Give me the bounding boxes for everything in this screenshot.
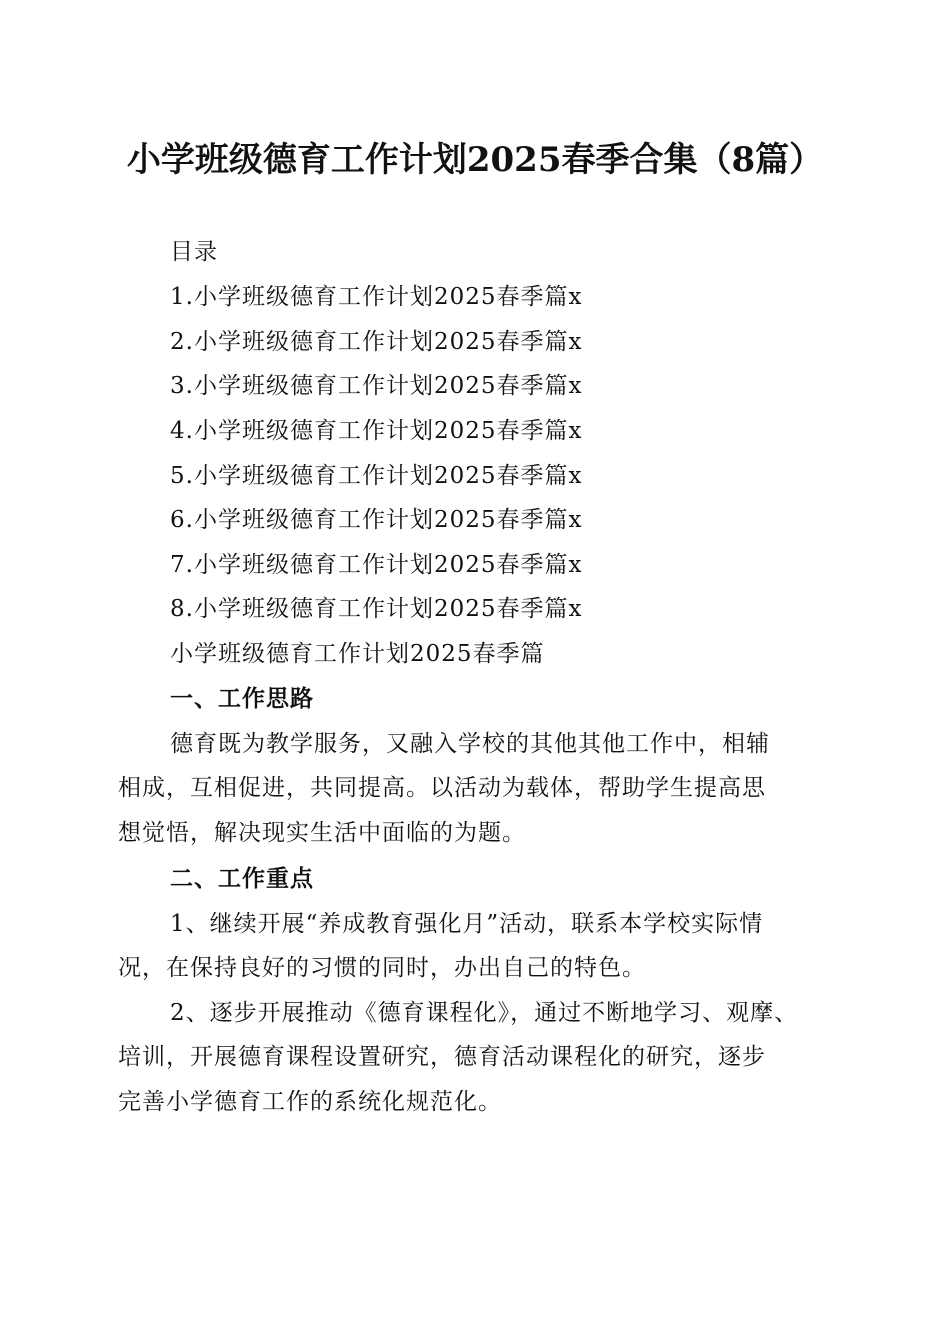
paragraph-line: 1、继续开展“养成教育强化月”活动，联系本学校实际情 — [170, 911, 764, 937]
paragraph-line: 相成，互相促进，共同提高。以活动为载体，帮助学生提高思 — [118, 775, 766, 801]
toc-item-2[interactable]: 2.小学班级德育工作计划2025春季篇x — [170, 329, 583, 355]
toc-item-8[interactable]: 8.小学班级德育工作计划2025春季篇x — [170, 596, 583, 622]
toc-item-3[interactable]: 3.小学班级德育工作计划2025春季篇x — [170, 373, 583, 399]
toc-item-1[interactable]: 1.小学班级德育工作计划2025春季篇x — [170, 284, 583, 310]
section-title: 小学班级德育工作计划2025春季篇 — [170, 641, 545, 667]
toc-item-7[interactable]: 7.小学班级德育工作计划2025春季篇x — [170, 552, 583, 578]
heading-work-focus: 二、工作重点 — [170, 866, 314, 892]
paragraph-line: 2、逐步开展推动《德育课程化》，通过不断地学习、观摩、 — [170, 1000, 799, 1026]
heading-work-ideas: 一、工作思路 — [170, 686, 314, 712]
toc-item-6[interactable]: 6.小学班级德育工作计划2025春季篇x — [170, 507, 583, 533]
toc-item-4[interactable]: 4.小学班级德育工作计划2025春季篇x — [170, 418, 583, 444]
paragraph-line: 想觉悟，解决现实生活中面临的为题。 — [118, 820, 526, 846]
toc-item-5[interactable]: 5.小学班级德育工作计划2025春季篇x — [170, 463, 583, 489]
document-title: 小学班级德育工作计划2025春季合集（8篇） — [126, 140, 824, 180]
paragraph-line: 况，在保持良好的习惯的同时，办出自己的特色。 — [118, 955, 646, 981]
paragraph-line: 完善小学德育工作的系统化规范化。 — [118, 1089, 502, 1115]
toc-label: 目录 — [170, 239, 218, 265]
paragraph-line: 培训，开展德育课程设置研究，德育活动课程化的研究，逐步 — [118, 1044, 766, 1070]
paragraph-line: 德育既为教学服务，又融入学校的其他其他工作中，相辅 — [170, 731, 770, 757]
